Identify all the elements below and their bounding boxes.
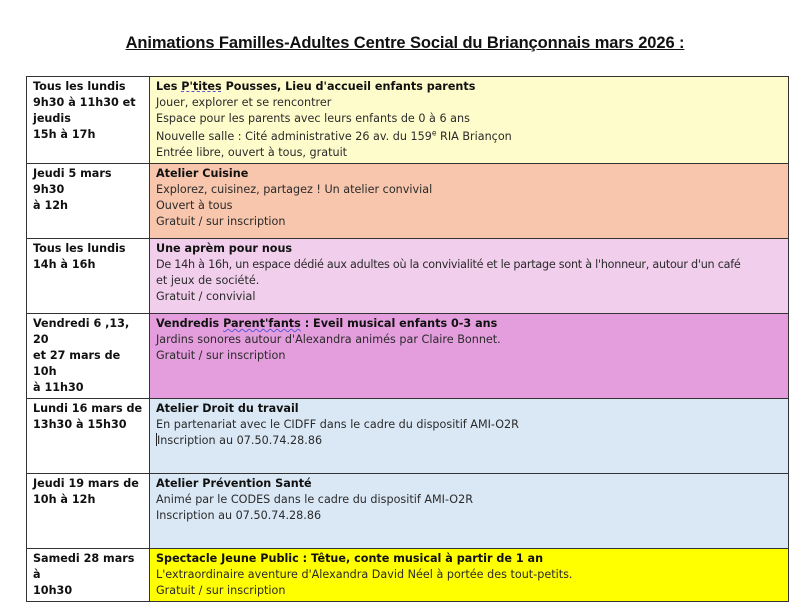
when-line: 9h30 à 11h30 et	[33, 96, 136, 109]
event-line: En partenariat avec le CIDFF dans le cadre du dispositif AMI-O2R	[156, 418, 519, 431]
table-row	[27, 77, 789, 164]
event-line: Gratuit / sur inscription	[156, 584, 286, 597]
when-line: et 27 mars de 10h	[33, 349, 121, 378]
event-title	[156, 79, 782, 95]
event-line: Jouer, explorer et se rencontrer	[156, 96, 332, 109]
when-line: à 11h30	[33, 381, 84, 394]
event-line: Explorez, cuisinez, partagez ! Un atelier convivial	[156, 183, 433, 196]
schedule-table	[26, 76, 789, 602]
event-line	[156, 129, 782, 145]
event-line: Gratuit / convivial	[156, 290, 256, 303]
event-line: Animé par le CODES dans le cadre du dispositif AMI-O2R	[156, 493, 473, 506]
event-cell	[150, 314, 789, 399]
event-title: Spectacle Jeune Public : Têtue, conte musical à partir de 1 an	[156, 552, 544, 565]
event-title-text: : Eveil musical enfants 0-3 ans	[300, 317, 498, 330]
event-line: Ouvert à tous	[156, 199, 233, 212]
event-cell	[150, 239, 789, 314]
table-row	[27, 399, 789, 474]
event-cell	[150, 474, 789, 549]
schedule-when-cell	[27, 314, 150, 399]
event-title-text: Les	[156, 80, 182, 93]
event-line-text: Nouvelle salle : Cité administrative 26 av. du 159	[156, 130, 432, 143]
table-row	[27, 314, 789, 399]
table-row	[27, 549, 789, 602]
event-line: L'extraordinaire aventure d'Alexandra David Néel à portée des tout-petits.	[156, 568, 573, 581]
event-cell	[150, 77, 789, 164]
event-title: Atelier Cuisine	[156, 167, 249, 180]
event-title: Atelier Droit du travail	[156, 402, 299, 415]
schedule-when-cell	[27, 164, 150, 239]
event-line: De 14h à 16h, un espace dédié aux adultes où la convivialité et le partage sont à l'honneur, autour d'un café	[156, 258, 741, 271]
schedule-when-cell	[27, 77, 150, 164]
when-line: Tous les lundis	[33, 80, 126, 93]
event-cell	[150, 549, 789, 602]
when-line: 14h à 16h	[33, 258, 96, 271]
event-cell	[150, 399, 789, 474]
when-line: Samedi 28 mars à	[33, 552, 135, 581]
event-line: Gratuit / sur inscription	[156, 215, 286, 228]
event-line: Espace pour les parents avec leurs enfants de 0 à 6 ans	[156, 112, 470, 125]
when-line: jeudis	[33, 112, 71, 125]
schedule-when-cell	[27, 239, 150, 314]
event-line-text: Inscription au 07.50.74.28.86	[157, 434, 323, 447]
when-line: Jeudi 5 mars 9h30	[33, 167, 112, 196]
document-title: Animations Familles-Adultes Centre Social du Briançonnais mars 2026 :	[125, 34, 685, 52]
table-row	[27, 239, 789, 314]
when-line: Tous les lundis	[33, 242, 126, 255]
event-line: Gratuit / sur inscription	[156, 349, 286, 362]
spellcheck-word: Parent'fants	[223, 317, 301, 330]
when-line: Vendredi 6 ,13, 20	[33, 317, 130, 346]
event-title: Atelier Prévention Santé	[156, 477, 312, 490]
schedule-when-cell	[27, 399, 150, 474]
event-title-text: Pousses, Lieu d'accueil enfants parents	[221, 80, 476, 93]
spellcheck-word: P'tites	[181, 80, 222, 93]
event-line: Jardins sonores autour d'Alexandra animés par Claire Bonnet.	[156, 333, 501, 346]
table-row	[27, 164, 789, 239]
schedule-when-cell	[27, 549, 150, 602]
when-line: 10h30	[33, 584, 73, 597]
event-cell	[150, 164, 789, 239]
event-line: et jeux de société.	[156, 274, 260, 287]
when-line: 10h à 12h	[33, 493, 96, 506]
event-line	[156, 433, 782, 449]
event-line: Inscription au 07.50.74.28.86	[156, 509, 322, 522]
when-line: à 12h	[33, 199, 68, 212]
event-title	[156, 316, 782, 332]
schedule-when-cell	[27, 474, 150, 549]
when-line: 13h30 à 15h30	[33, 418, 127, 431]
event-line: Entrée libre, ouvert à tous, gratuit	[156, 146, 348, 159]
event-title: Une aprèm pour nous	[156, 242, 293, 255]
superscript: e	[431, 128, 437, 138]
table-row	[27, 474, 789, 549]
when-line: 15h à 17h	[33, 128, 96, 141]
when-line: Lundi 16 mars de	[33, 402, 143, 415]
event-title-text: Vendredis	[156, 317, 224, 330]
when-line: Jeudi 19 mars de	[33, 477, 139, 490]
event-line-text: RIA Briançon	[436, 130, 512, 143]
